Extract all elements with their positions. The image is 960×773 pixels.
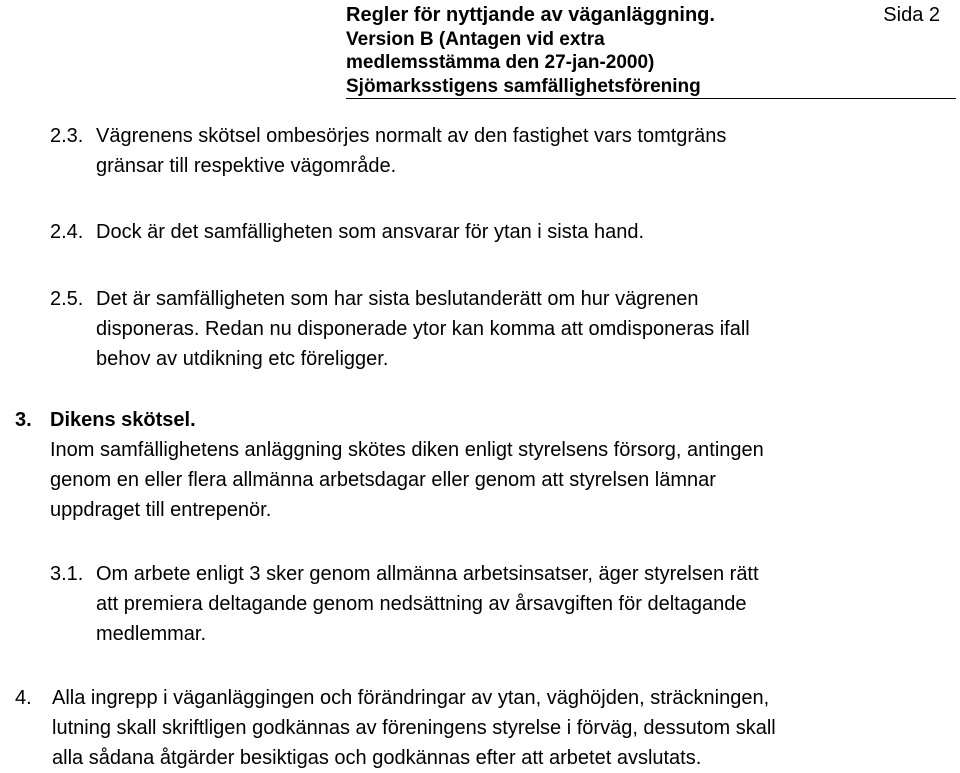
section-text-line: alla sådana åtgärder besiktigas och godkännas efter att arbetet avslutats. xyxy=(52,747,702,769)
section-text-line: Om arbete enligt 3 sker genom allmänna arbetsinsatser, äger styrelsen rätt xyxy=(96,563,759,585)
section-text-line: Det är samfälligheten som har sista beslutanderätt om hur vägrenen xyxy=(96,288,699,310)
page-number: Sida 2 xyxy=(883,4,940,26)
section-text-line: Inom samfällighetens anläggning skötes diken enligt styrelsens försorg, antingen xyxy=(50,439,764,461)
section-number: 3.1. xyxy=(50,563,84,585)
section-text-line: lutning skall skriftligen godkännas av föreningens styrelse i förväg, dessutom skall xyxy=(52,717,776,739)
section-text-line: uppdraget till entrepenör. xyxy=(50,499,272,521)
section-heading: Dikens skötsel. xyxy=(50,409,196,431)
section-number: 4. xyxy=(15,687,32,709)
section-text-line: Alla ingrepp i väganläggingen och förändringar av ytan, väghöjden, sträckningen, xyxy=(52,687,770,709)
version-line: Version B (Antagen vid extra xyxy=(346,28,605,50)
association-name: Sjömarksstigens samfällighetsförening xyxy=(346,75,701,97)
section-number: 2.5. xyxy=(50,288,84,310)
section-text-line: disponeras. Redan nu disponerade ytor kan komma att omdisponeras ifall xyxy=(96,318,750,340)
section-3-body xyxy=(50,435,950,525)
section-text-line: Vägrenens skötsel ombesörjes normalt av den fastighet vars tomtgräns xyxy=(96,125,727,147)
section-text-line: genom en eller flera allmänna arbetsdagar eller genom att styrelsen lämnar xyxy=(50,469,716,491)
header-divider xyxy=(346,98,956,99)
meeting-line: medlemsstämma den 27-jan-2000) xyxy=(346,52,655,73)
section-text-line: Dock är det samfälligheten som ansvarar för ytan i sista hand. xyxy=(96,221,645,243)
document-header xyxy=(346,4,946,98)
document-title: Regler för nyttjande av väganläggning. xyxy=(346,4,715,26)
section-text-line: behov av utdikning etc föreligger. xyxy=(96,348,389,370)
section-number: 3. xyxy=(15,409,32,431)
section-text-line: att premiera deltagande genom nedsättning av årsavgiften för deltagande xyxy=(96,593,747,615)
section-number: 2.3. xyxy=(50,125,84,147)
section-text-line: medlemmar. xyxy=(96,623,207,645)
section-number: 2.4. xyxy=(50,221,84,243)
section-text-line: gränsar till respektive vägområde. xyxy=(96,155,397,177)
